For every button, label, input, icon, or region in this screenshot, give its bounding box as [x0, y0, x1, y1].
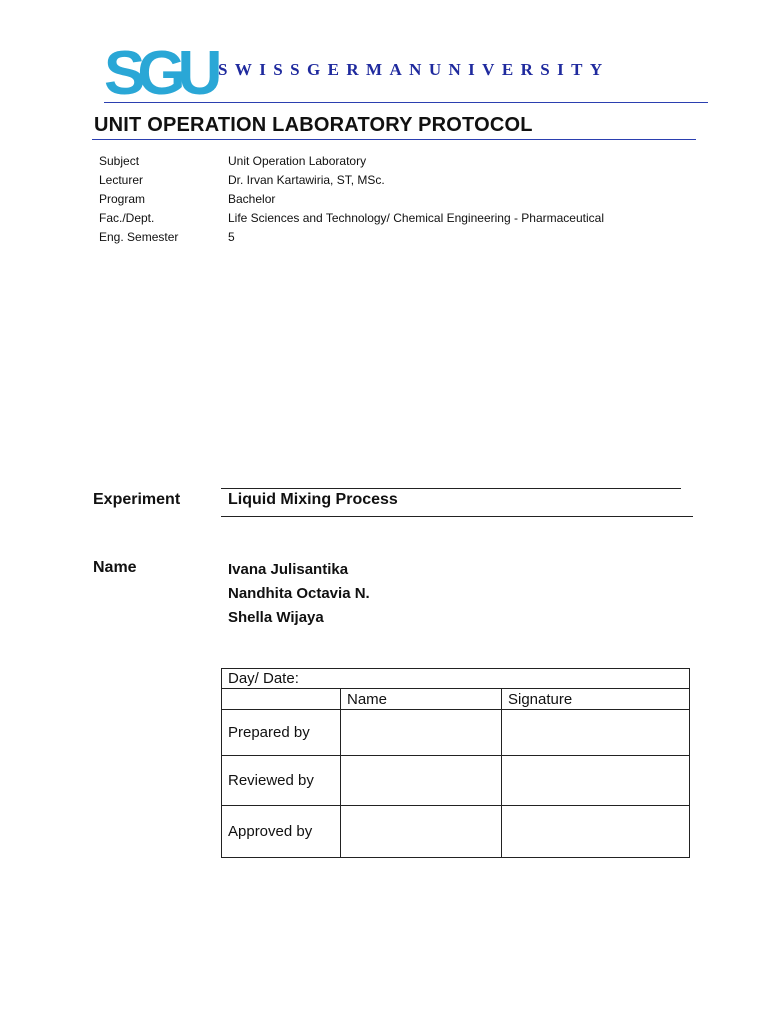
name-label: Name — [93, 559, 137, 576]
table-row — [222, 806, 690, 858]
experiment-label: Experiment — [93, 491, 181, 508]
signature-table — [221, 668, 690, 858]
row-label-prepared: Prepared by — [222, 710, 341, 756]
day-date-cell: Day/ Date: — [222, 669, 690, 689]
name-item: Nandhita Octavia N. — [228, 585, 370, 602]
table-header-name: Name — [341, 689, 502, 710]
info-table — [99, 152, 604, 247]
info-label: Eng. Semester — [99, 230, 179, 244]
document-title: UNIT OPERATION LABORATORY PROTOCOL — [94, 114, 533, 136]
name-item: Shella Wijaya — [228, 609, 324, 626]
reviewed-name-cell — [341, 756, 502, 806]
info-row-subject — [99, 152, 604, 171]
experiment-value: Liquid Mixing Process — [228, 491, 398, 508]
table-header-row — [222, 689, 690, 710]
table-row — [222, 756, 690, 806]
info-value: Life Sciences and Technology/ Chemical Engineering - Pharmaceutical — [228, 211, 604, 225]
info-value: Unit Operation Laboratory — [228, 154, 367, 168]
info-value: 5 — [228, 230, 235, 244]
header-divider — [104, 102, 708, 103]
info-row-faculty — [99, 209, 604, 228]
row-label-approved: Approved by — [222, 806, 341, 858]
prepared-signature-cell — [502, 710, 690, 756]
info-row-lecturer — [99, 171, 604, 190]
table-row — [222, 710, 690, 756]
logo-text: SGU — [104, 42, 215, 98]
experiment-top-line — [221, 488, 681, 489]
info-label: Program — [99, 192, 146, 206]
name-list — [228, 558, 370, 630]
title-divider — [92, 139, 696, 140]
table-header-signature: Signature — [502, 689, 690, 710]
university-name: SWISSGERMANUNIVERSITY — [218, 60, 610, 79]
approved-signature-cell — [502, 806, 690, 858]
table-row — [222, 669, 690, 689]
info-value: Bachelor — [228, 192, 276, 206]
row-label-reviewed: Reviewed by — [222, 756, 341, 806]
reviewed-signature-cell — [502, 756, 690, 806]
info-row-program — [99, 190, 604, 209]
name-item: Ivana Julisantika — [228, 561, 349, 578]
info-row-semester — [99, 228, 604, 247]
info-label: Subject — [99, 154, 140, 168]
experiment-bottom-line — [221, 516, 693, 517]
approved-name-cell — [341, 806, 502, 858]
table-header-empty — [222, 689, 341, 710]
info-label: Lecturer — [99, 173, 144, 187]
info-value: Dr. Irvan Kartawiria, ST, MSc. — [228, 173, 385, 187]
prepared-name-cell — [341, 710, 502, 756]
info-label: Fac./Dept. — [99, 211, 155, 225]
